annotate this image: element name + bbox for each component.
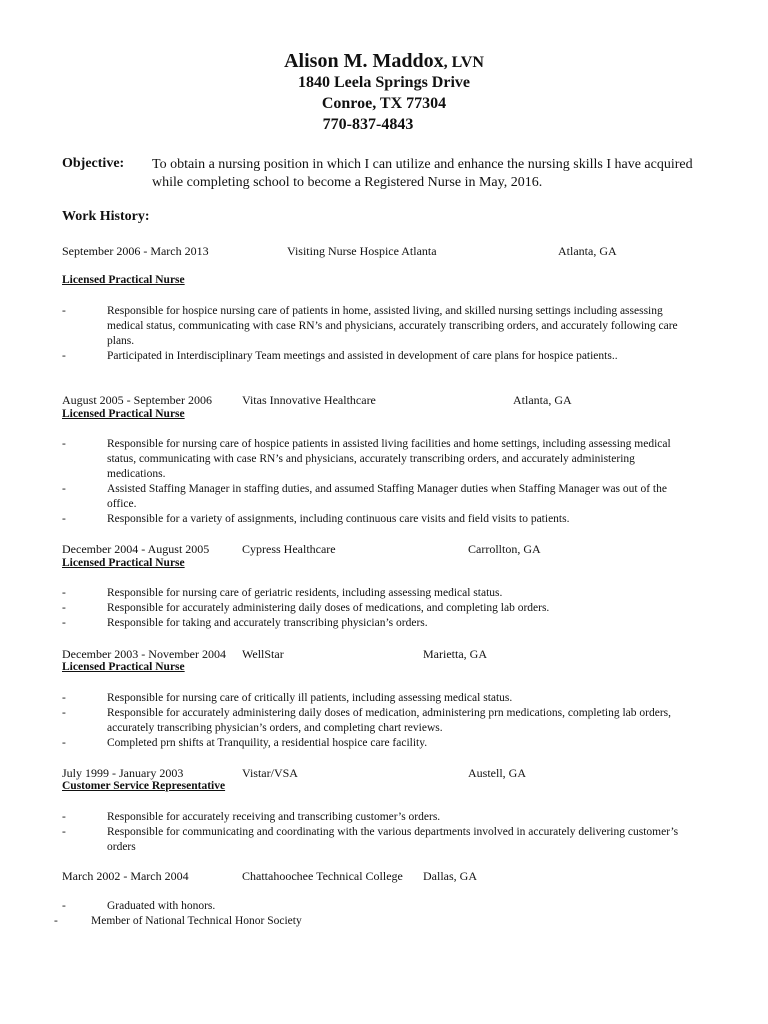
job-title: Licensed Practical Nurse — [62, 557, 185, 569]
bullet-item: - Member of National Technical Honor Society — [54, 915, 302, 927]
resume-name — [0, 50, 768, 73]
job-location: Austell, GA — [468, 766, 526, 780]
name-text: Alison M. Maddox — [284, 50, 444, 72]
job-location: Carrollton, GA — [468, 542, 541, 556]
job-location: Atlanta, GA — [558, 244, 617, 258]
objective-label: Objective: — [62, 156, 125, 171]
street-address: 1840 Leela Springs Drive — [298, 74, 470, 91]
job-title: Customer Service Representative — [62, 780, 226, 792]
objective-text: To obtain a nursing position in which I can utilize and enhance the nursing skills I have acquired while completing school to become a Registered Nurse in May, 2016. — [152, 157, 693, 190]
job-employer: WellStar — [242, 647, 284, 661]
job-title: Licensed Practical Nurse — [62, 661, 185, 673]
job-location: Marietta, GA — [423, 647, 487, 661]
education-school: Chattahoochee Technical College — [242, 869, 403, 883]
bullet-item: - Responsible for nursing care of hospice patients in assisted living facilities and home settings, including assessing medical status, communicating with case RN’s and physicians, accurately transcribing orders, and accurately administering medications. — [62, 438, 671, 480]
job-employer: Cypress Healthcare — [242, 542, 336, 556]
education-header-row — [0, 869, 768, 885]
job-entry — [0, 542, 768, 558]
bullet-item: - Responsible for communicating and coordinating with the various departments involved in accurately delivering customer’s orders — [62, 826, 679, 853]
job-dates: December 2003 - November 2004 — [62, 647, 226, 661]
bullet-item: - Responsible for accurately receiving and transcribing customer’s orders. — [62, 811, 441, 823]
job-header-row — [0, 542, 768, 558]
bullet-item: - Responsible for taking and accurately transcribing physician’s orders. — [62, 617, 428, 629]
credential-text: , LVN — [443, 54, 484, 71]
phone-number: 770-837-4843 — [322, 116, 414, 133]
bullet-item: - Assisted Staffing Manager in staffing duties, and assumed Staffing Manager duties when Staffing Manager was out of the office. — [62, 483, 667, 510]
job-bullets — [62, 810, 682, 855]
job-title: Licensed Practical Nurse — [62, 408, 185, 420]
bullet-item: - Responsible for accurately administering daily doses of medication, administering prn medications, completing lab orders, accurately transcribing physician’s orders, and completing chart reviews. — [62, 707, 671, 734]
job-employer: Vitas Innovative Healthcare — [242, 393, 376, 407]
bullet-item: - Responsible for hospice nursing care of patients in home, assisted living, and skilled nursing settings including assessing medical status, communicating with case RN’s and physicians, accurately transcribing orders, and accurately following care plans. — [62, 305, 678, 347]
bullet-item: - Responsible for nursing care of critically ill patients, including assessing medical status. — [62, 692, 513, 704]
job-bullets — [62, 304, 682, 364]
job-title: Licensed Practical Nurse — [62, 274, 185, 286]
bullet-item: - Graduated with honors. — [62, 900, 216, 912]
education-dates: March 2002 - March 2004 — [62, 869, 189, 883]
education-location: Dallas, GA — [423, 869, 477, 883]
job-bullets — [62, 437, 682, 527]
job-dates: December 2004 - August 2005 — [62, 542, 210, 556]
job-dates: July 1999 - January 2003 — [62, 766, 184, 780]
bullet-item: - Responsible for a variety of assignments, including continuous care visits and field visits to patients. — [62, 513, 570, 525]
bullet-item: - Responsible for nursing care of geriatric residents, including assessing medical status. — [62, 587, 503, 599]
education-entry — [0, 869, 768, 885]
job-dates: September 2006 - March 2013 — [62, 244, 209, 258]
city-state-zip: Conroe, TX 77304 — [321, 95, 447, 112]
job-bullets — [62, 691, 682, 751]
job-dates: August 2005 - September 2006 — [62, 393, 212, 407]
job-header-row — [0, 393, 768, 409]
bullet-item: - Participated in Interdisciplinary Team meetings and assisted in development of care plans for hospice patients.. — [62, 350, 618, 362]
education-bullets — [54, 899, 682, 929]
job-bullets — [62, 586, 682, 631]
work-history-heading: Work History: — [62, 209, 150, 224]
job-location: Atlanta, GA — [513, 393, 572, 407]
job-header-row — [0, 244, 768, 260]
bullet-item: - Responsible for accurately administering daily doses of medications, and completing lab orders. — [62, 602, 550, 614]
job-employer: Visiting Nurse Hospice Atlanta — [287, 244, 437, 258]
job-entry — [0, 244, 768, 260]
job-entry — [0, 393, 768, 409]
bullet-item: - Completed prn shifts at Tranquility, a residential hospice care facility. — [62, 737, 428, 749]
job-employer: Vistar/VSA — [242, 766, 298, 780]
